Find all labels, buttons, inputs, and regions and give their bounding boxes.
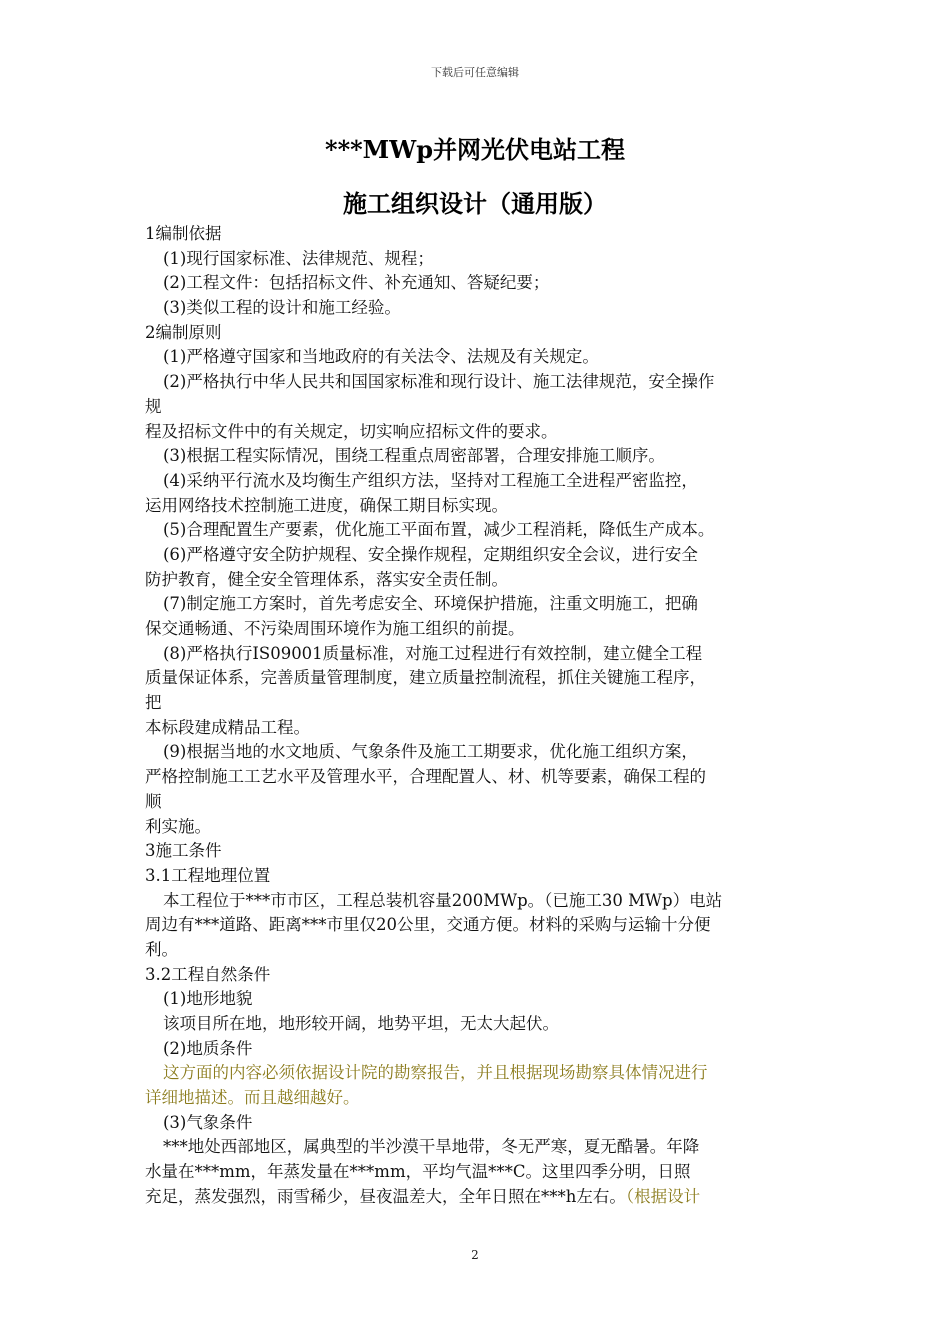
paragraph-line: 利。	[145, 939, 178, 959]
list-item: (1)现行国家标准、法律规范、规程；	[163, 248, 434, 268]
page-number: 2	[471, 1248, 479, 1262]
paragraph-line: 水量在***mm，年蒸发量在***mm，平均气温***C。这里四季分明，日照	[145, 1162, 691, 1182]
section-heading: 1编制依据	[145, 224, 222, 243]
list-item: (3)气象条件	[163, 1112, 253, 1132]
list-item: (8)严格执行IS09001质量标准，对施工过程进行有效控制，建立健全工程	[163, 643, 703, 663]
list-item: (2)严格执行中华人民共和国国家标准和现行设计、施工法律规范，安全操作	[163, 372, 715, 392]
document-title: ***MWp并网光伏电站工程	[325, 135, 625, 164]
list-item: (1)地形地貌	[163, 989, 253, 1009]
section-heading: 3施工条件	[145, 841, 222, 861]
list-item: (3)类似工程的设计和施工经验。	[163, 298, 401, 318]
page-header: 下载后可任意编辑	[431, 66, 519, 79]
paragraph-line: 把	[145, 693, 162, 713]
paragraph-line: 利实施。	[145, 816, 211, 836]
list-item: (9)根据当地的水文地质、气象条件及施工工期要求，优化施工组织方案，	[163, 742, 698, 762]
paragraph-line: 周边有***道路、距离***市里仅20公里，交通方便。材料的采购与运输十分便	[145, 915, 711, 935]
highlighted-note: 这方面的内容必须依据设计院的勘察报告，并且根据现场勘察具体情况进行	[163, 1063, 708, 1083]
paragraph-text: 充足，蒸发强烈，雨雪稀少，昼夜温差大，全年日照在***h左右。	[145, 1186, 626, 1206]
list-item: (2)地质条件	[163, 1038, 253, 1058]
paragraph-line: 严格控制施工工艺水平及管理水平，合理配置人、材、机等要素，确保工程的	[145, 767, 706, 787]
paragraph-line: 程及招标文件中的有关规定，切实响应招标文件的要求。	[145, 421, 558, 441]
highlighted-note: 详细地描述。而且越细越好。	[145, 1088, 360, 1108]
subsection-heading: 3.2工程自然条件	[145, 964, 271, 984]
paragraph-line: 该项目所在地，地形较开阔，地势平坦，无太大起伏。	[163, 1014, 559, 1033]
list-item: (4)采纳平行流水及均衡生产组织方法，坚持对工程施工全进程严密监控，	[163, 470, 698, 490]
list-item: (2)工程文件：包括招标文件、补充通知、答疑纪要；	[163, 273, 550, 293]
paragraph-line: 质量保证体系，完善质量管理制度，建立质量控制流程，抓住关键施工程序，	[145, 668, 706, 688]
document-subtitle: 施工组织设计（通用版）	[343, 189, 607, 218]
paragraph-line: 顺	[145, 791, 162, 811]
paragraph-line: 保交通畅通、不污染周围环境作为施工组织的前提。	[145, 619, 525, 638]
paragraph-line: 本工程位于***市市区，工程总装机容量200MWp。（已施工30 MWp）电站	[163, 890, 723, 910]
paragraph-line: 运用网络技术控制施工进度，确保工期目标实现。	[145, 495, 508, 515]
list-item: (6)严格遵守安全防护规程、安全操作规程，定期组织安全会议，进行安全	[163, 544, 698, 564]
paragraph-line: 防护教育，健全安全管理体系，落实安全责任制。	[145, 569, 508, 589]
paragraph-line	[145, 1185, 810, 1210]
document-body	[145, 222, 810, 1210]
paragraph-line: ***地处西部地区，属典型的半沙漠干旱地带，冬无严寒，夏无酷暑。年降	[163, 1137, 700, 1157]
list-item: (5)合理配置生产要素，优化施工平面布置，减少工程消耗，降低生产成本。	[163, 520, 715, 540]
paragraph-line: 规	[145, 396, 162, 416]
paragraph-line: 本标段建成精品工程。	[145, 717, 310, 737]
highlighted-note: （根据设计	[625, 1186, 701, 1206]
list-item: (1)严格遵守国家和当地政府的有关法令、法规及有关规定。	[163, 347, 599, 367]
subsection-heading: 3.1工程地理位置	[145, 865, 271, 885]
list-item: (3)根据工程实际情况，围绕工程重点周密部署，合理安排施工顺序。	[163, 446, 665, 466]
section-heading: 2编制原则	[145, 322, 222, 342]
list-item: (7)制定施工方案时，首先考虑安全、环境保护措施，注重文明施工，把确	[163, 594, 698, 614]
